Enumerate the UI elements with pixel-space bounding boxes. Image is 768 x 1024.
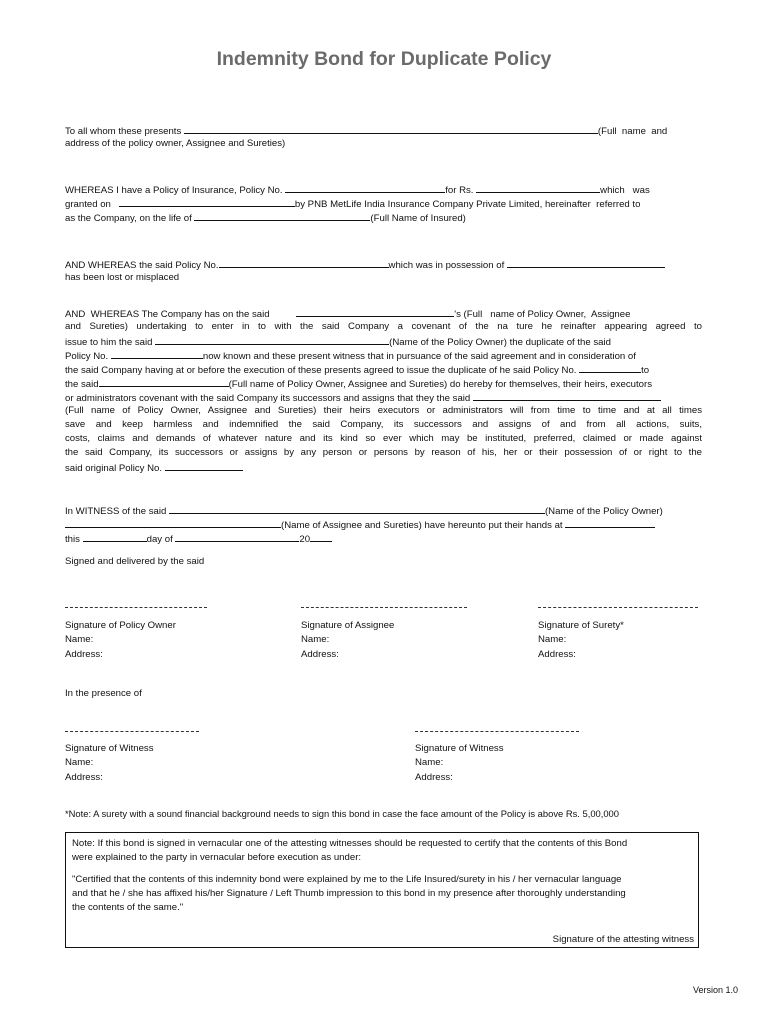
parties-name-blank-2[interactable] [473, 390, 661, 401]
whereas1-line-3 [65, 210, 466, 226]
full-name-address-blank[interactable] [184, 123, 598, 134]
original-policy-no-blank[interactable] [165, 460, 243, 471]
surety-note: *Note: A surety with a sound financial background needs to sign this bond in case the face amount of the Policy is above Rs. 5,00,000 [65, 808, 619, 819]
witness2-signature-line[interactable] [415, 731, 579, 732]
whereas1-text-b1: granted on [65, 199, 111, 210]
policy-no-blank[interactable] [285, 182, 445, 193]
witness-text-a1: In WITNESS of the said [65, 506, 167, 517]
whereas1-text-a1: WHEREAS I have a Policy of Insurance, Policy No. [65, 185, 283, 196]
box-line-1: Note: If this bond is signed in vernacular one of the attesting witnesses should be requested to certify that the contents of this Bond [72, 838, 628, 849]
assignee-address-label: Address: [301, 649, 339, 660]
whereas3-line-2: and Sureties) undertaking to enter in to with the said Company a covenant of the na ture he reinafter appearing agreed to [65, 321, 702, 332]
policy-owner-name-blank[interactable] [155, 334, 389, 345]
whereas1-text-c1: as the Company, on the life of [65, 213, 192, 224]
whereas3-text-l4a: Policy No. [65, 351, 109, 362]
whereas3-text-l5a: the said Company having at or before the execution of these presents agreed to issue the duplicate of he said Policy No. [65, 365, 577, 376]
document-title: Indemnity Bond for Duplicate Policy [216, 48, 552, 70]
surety-address-label: Address: [538, 649, 576, 660]
witness-line-3 [65, 531, 332, 547]
witness1-signature-line[interactable] [65, 731, 199, 732]
box-line-3: "Certified that the contents of this indemnity bond were explained by me to the Life Insured/surety in his / her vernacular language [72, 874, 622, 885]
witness-text-a2: (Name of the Policy Owner) [544, 506, 663, 517]
witness-text-c1: this [65, 534, 80, 545]
lost-policy-no-blank[interactable] [219, 257, 389, 268]
day-blank[interactable] [83, 531, 147, 542]
parties-name-blank[interactable] [99, 376, 229, 387]
witness-text-c2: day of [146, 534, 173, 545]
whereas1-text-a2: for Rs. [445, 185, 474, 196]
version-label: Version 1.0 [692, 985, 738, 995]
whereas3-text-l3b: (Name of the Policy Owner) the duplicate of the said [389, 337, 611, 348]
whereas3-text-l4b: now known and these present witness that in pursuance of the said agreement and in consideration of [202, 351, 636, 362]
owner-signature-line[interactable] [65, 607, 207, 608]
witness1-address-label: Address: [65, 772, 103, 783]
box-line-2: were explained to the party in vernacular before execution as under: [72, 852, 362, 863]
witness-text-c3: 20 [299, 534, 311, 545]
whereas3-line-10: costs, claims and demands of whatever nature and its kind so ever which may be instituted, preferred, claimed or made against [65, 433, 702, 444]
whereas3-text-l6b: (Full name of Policy Owner, Assignee and Sureties) do hereby for themselves, their heirs, executors [228, 379, 652, 390]
intro-suffix: (Full name and [597, 126, 668, 137]
assignee-signature-line[interactable] [301, 607, 467, 608]
presence-label: In the presence of [65, 688, 142, 699]
assignee-signature-label: Signature of Assignee [301, 620, 395, 631]
year-blank[interactable] [310, 531, 332, 542]
surety-name-label: Name: [538, 634, 567, 645]
place-blank[interactable] [565, 517, 655, 528]
surety-signature-label: Signature of Surety* [538, 620, 624, 631]
whereas3-text-l3a: issue to him the said [65, 337, 153, 348]
month-blank[interactable] [175, 531, 299, 542]
owner-name-label: Name: [65, 634, 94, 645]
witness-owner-name-blank[interactable] [169, 503, 545, 514]
whereas3-line-8: (Full name of Policy Owner, Assignee and Sureties) their heirs executors or administrators will from time to time and at all times [65, 405, 702, 416]
granted-on-blank[interactable] [119, 196, 295, 207]
witness-text-b1: (Name of Assignee and Sureties) have hereunto put their hands at [281, 520, 563, 531]
witness2-signature-label: Signature of Witness [415, 743, 504, 754]
whereas1-text-c2: (Full Name of Insured) [370, 213, 466, 224]
whereas1-text-b2: by PNB MetLife India Insurance Company Private Limited, hereinafter referred to [294, 199, 641, 210]
insured-name-blank[interactable] [194, 210, 370, 221]
whereas2-text-a2: which was in possession of [388, 260, 505, 271]
whereas2-line-2: has been lost or misplaced [65, 272, 180, 283]
whereas3-text-l5b: to [641, 365, 650, 376]
policy-no-blank-2[interactable] [111, 348, 203, 359]
vernacular-note-box [65, 832, 699, 948]
whereas1-text-a3: which was [600, 185, 650, 196]
whereas2-text-a1: AND WHEREAS the said Policy No. [65, 260, 219, 271]
whereas3-text-l1a: AND WHEREAS The Company has on the said [65, 309, 270, 320]
surety-signature-line[interactable] [538, 607, 698, 608]
witness2-name-label: Name: [415, 757, 444, 768]
whereas3-text-l12: said original Policy No. [65, 463, 163, 474]
whereas3-line-9: save and keep harmless and indemnified the said Company, its successors and assigns of and from all actions, suits, [65, 419, 702, 430]
attesting-witness-signature-label: Signature of the attesting witness [552, 934, 694, 945]
owner-signature-label: Signature of Policy Owner [65, 620, 176, 631]
assignee-sureties-blank[interactable] [65, 517, 281, 528]
intro-line-2: address of the policy owner, Assignee and Sureties) [65, 138, 286, 149]
box-line-5: the contents of the same." [72, 902, 184, 913]
box-line-4: and that he / she has affixed his/her Signature / Left Thumb impression to this bond in my presence after thoroughly understanding [72, 888, 626, 899]
whereas3-line-12 [65, 460, 243, 476]
policy-no-blank-3[interactable] [579, 362, 641, 373]
whereas3-text-l1b: 's (Full name of Policy Owner, Assignee [454, 309, 631, 320]
intro-prefix: To all whom these presents [65, 126, 182, 137]
owner-address-label: Address: [65, 649, 103, 660]
whereas3-line-11: the said Company, its successors or assigns by any person or persons by reason of his, her or their possession of or right to the [65, 447, 702, 458]
possession-of-blank[interactable] [507, 257, 665, 268]
assignee-name-label: Name: [301, 634, 330, 645]
witness1-signature-label: Signature of Witness [65, 743, 154, 754]
witness2-address-label: Address: [415, 772, 453, 783]
witness1-name-label: Name: [65, 757, 94, 768]
amount-blank[interactable] [476, 182, 600, 193]
signed-delivered: Signed and delivered by the said [65, 556, 205, 567]
whereas3-text-l7: or administrators covenant with the said Company its successors and assigns that they the said [65, 393, 471, 404]
whereas3-text-l6a: the said [65, 379, 99, 390]
company-said-blank[interactable] [296, 306, 454, 317]
